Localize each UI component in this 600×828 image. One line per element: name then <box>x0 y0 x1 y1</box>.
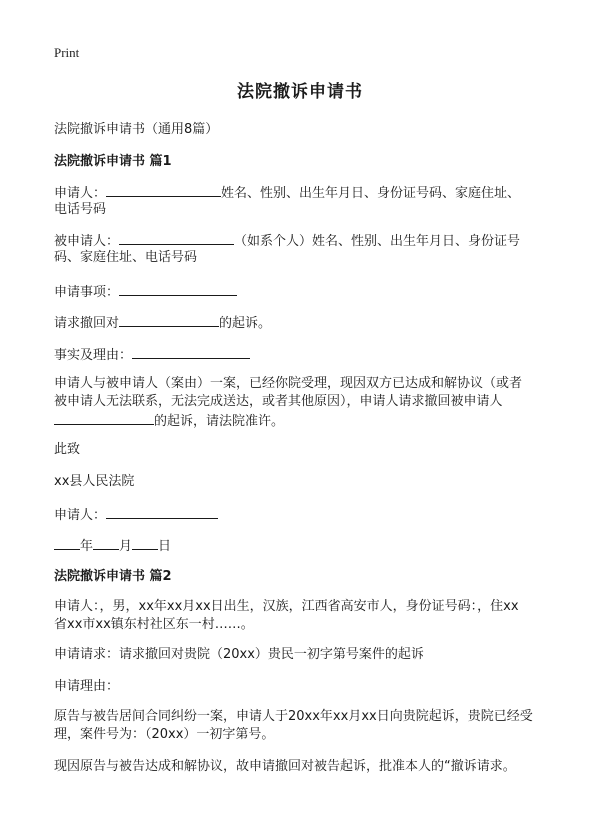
request-suffix: 的起诉。 <box>219 316 272 331</box>
signature-blank <box>106 505 218 519</box>
court-name: xx县人民法院 <box>54 474 135 489</box>
date-month-label: 月 <box>119 539 133 554</box>
s2-request-line: 申请请求：请求撤回对贵院（20xx）贵民一初字第号案件的起诉 <box>54 647 424 662</box>
section-1-heading: 法院撤诉申请书 篇1 <box>54 154 172 169</box>
print-link[interactable]: Print <box>54 45 80 60</box>
s2-reason-label: 申请理由： <box>54 679 120 694</box>
applicant-rest-1: 姓名、性别、出生年月日、身份证号码、家庭住址、 <box>221 186 521 201</box>
applicant-line <box>54 183 554 203</box>
date-line <box>54 536 554 556</box>
s2-reason-line-1: 原告与被告居间合同纠纷一案，申请人于20xx年xx月xx日向贵院起诉，贵院已经受 <box>54 709 533 724</box>
applicant-label: 申请人： <box>54 186 107 201</box>
respondent-rest-2: 码、家庭住址、电话号码 <box>54 250 198 265</box>
matter-blank <box>119 282 237 296</box>
page-title: 法院撤诉申请书 <box>237 82 363 102</box>
paragraph-3-text: 的起诉，请法院准许。 <box>154 414 285 429</box>
matter-label: 申请事项： <box>54 285 120 300</box>
date-year-label: 年 <box>80 539 94 554</box>
s2-applicant-line-2: 省xx市xx镇东村社区东一村……。 <box>54 617 254 632</box>
signature-label: 申请人： <box>54 508 107 523</box>
s2-reason-line-2: 理，案件号为：（20xx）一初字第号。 <box>54 727 275 742</box>
salutation: 此致 <box>54 442 81 457</box>
month-blank <box>93 536 119 550</box>
paragraph-blank <box>54 411 154 425</box>
facts-blank <box>132 345 250 359</box>
paragraph-line-2: 被申请人无法联系，无法完成送达，或者其他原因），申请人请求撤回被申请人 <box>54 394 503 409</box>
paragraph-line-3 <box>54 411 554 431</box>
paragraph-line-1: 申请人与被申请人（案由）一案，已经你院受理，现因双方已达成和解协议（或者 <box>54 376 523 391</box>
signature-line <box>54 505 554 525</box>
year-blank <box>54 536 80 550</box>
respondent-blank <box>119 231 234 245</box>
request-blank <box>119 313 219 327</box>
day-blank <box>132 536 158 550</box>
applicant-rest-2: 电话号码 <box>54 202 107 217</box>
request-line <box>54 313 554 333</box>
date-day-label: 日 <box>158 539 172 554</box>
respondent-line <box>54 231 554 251</box>
request-prefix: 请求撤回对 <box>54 316 120 331</box>
respondent-rest-1: （如系个人）姓名、性别、出生年月日、身份证号 <box>234 234 521 249</box>
facts-line <box>54 345 554 365</box>
matter-line <box>54 282 554 302</box>
s2-applicant-line-1: 申请人：，男，xx年xx月xx日出生，汉族，江西省高安市人，身份证号码：，住xx <box>54 599 519 614</box>
document-subtitle: 法院撤诉申请书（通用8篇） <box>54 122 219 137</box>
applicant-blank <box>106 183 221 197</box>
section-2-heading: 法院撤诉申请书 篇2 <box>54 569 172 584</box>
facts-label: 事实及理由： <box>54 348 133 363</box>
s2-reason-line-3: 现因原告与被告达成和解协议，故申请撤回对被告起诉，批准本人的“撤诉请求。 <box>54 759 516 774</box>
respondent-label: 被申请人： <box>54 234 120 249</box>
